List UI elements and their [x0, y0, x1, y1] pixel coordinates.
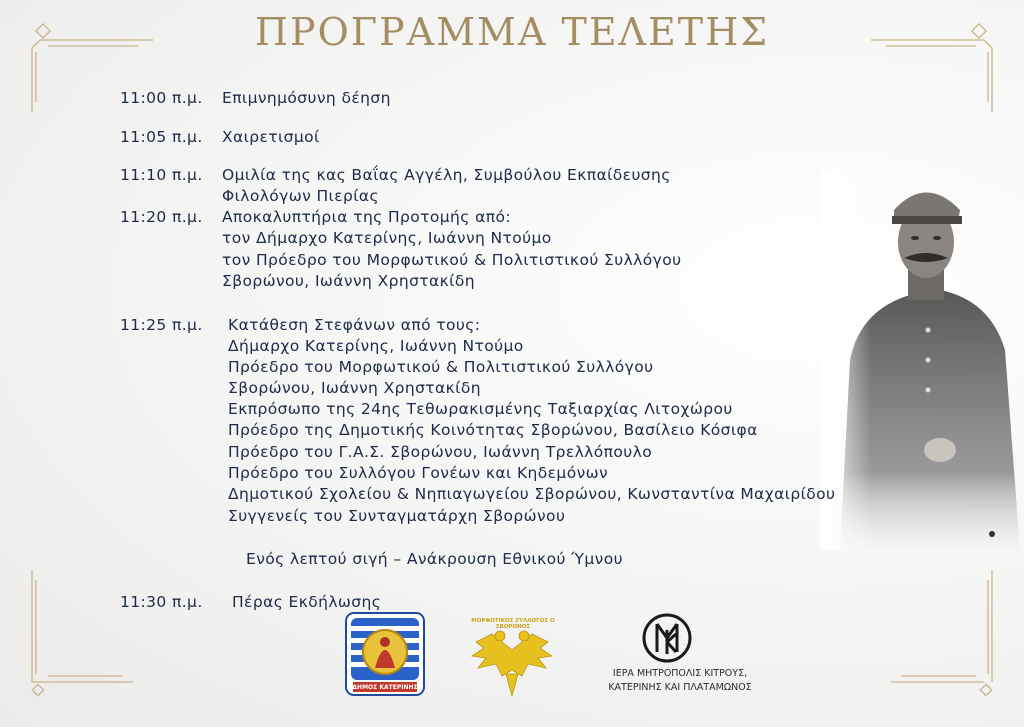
- schedule-item: Δήμαρχο Κατερίνης, Ιωάννη Ντούμο: [228, 337, 524, 355]
- schedule-time: 11:05 π.μ.: [120, 128, 203, 146]
- schedule-item: Φιλολόγων Πιερίας: [222, 187, 379, 205]
- schedule-item: Σβορώνου, Ιωάννη Χρηστακίδη: [228, 379, 481, 397]
- schedule-time: 11:30 π.μ.: [120, 593, 203, 611]
- schedule-time: 11:20 π.μ.: [120, 208, 203, 226]
- page-title: ΠΡΟΓΡΑΜΜΑ ΤΕΛΕΤΗΣ: [254, 10, 770, 54]
- metropolis-monogram-logo: [642, 612, 692, 664]
- schedule-item: Ομιλία της κας Βαΐας Αγγέλη, Συμβούλου Εκπαίδευσης: [222, 166, 671, 184]
- schedule-time: 11:10 π.μ.: [120, 166, 203, 184]
- schedule-item: Πρόεδρο του Συλλόγου Γονέων και Κηδεμόνων: [228, 464, 609, 482]
- schedule-item: Συγγενείς του Συνταγματάρχη Σβορώνου: [228, 507, 566, 525]
- schedule-item: Ενός λεπτού σιγή – Ανάκρουση Εθνικού Ύμνου: [246, 550, 623, 568]
- schedule-item: Πρόεδρο της Δημοτικής Κοινότητας Σβορώνου, Βασίλειο Κόσιφα: [228, 421, 758, 439]
- schedule-item: Αποκαλυπτήρια της Προτομής από:: [222, 208, 511, 226]
- dimos-katerinis-label: ΔΗΜΟΣ ΚΑΤΕΡΙΝΗΣ: [352, 684, 418, 691]
- schedule-item: Χαιρετισμοί: [222, 128, 320, 146]
- schedule-item: Δημοτικού Σχολείου & Νηπιαγωγείου Σβορώνου, Κωνσταντίνα Μαχαιρίδου: [228, 485, 836, 503]
- schedule-item: Πέρας Εκδήλωσης: [232, 593, 382, 611]
- schedule-item: Πρόεδρο του Γ.Α.Σ. Σβορώνου, Ιωάννη Τρελλόπουλο: [228, 443, 653, 461]
- schedule-item: τον Δήμαρχο Κατερίνης, Ιωάννη Ντούμο: [222, 229, 552, 247]
- schedule-item: Εκπρόσωπο της 24ης Τεθωρακισμένης Ταξιαρχίας Λιτοχώρου: [228, 400, 733, 418]
- schedule-item: τον Πρόεδρο του Μορφωτικού & Πολιτιστικού Συλλόγου: [222, 251, 682, 269]
- metropolis-line-1: ΙΕΡΑ ΜΗΤΡΟΠΟΛΙΣ ΚΙΤΡΟΥΣ,: [612, 668, 748, 679]
- schedule-time: 11:00 π.μ.: [120, 89, 203, 107]
- schedule-time: 11:25 π.μ.: [120, 316, 203, 334]
- metropolis-caption: [600, 667, 760, 695]
- syllogos-label: ΜΟΡΦΩΤΙΚΟΣ ΣΥΛΛΟΓΟΣ Ο ΣΒΟΡΩΝΟΣ: [471, 618, 555, 630]
- schedule-item: Σβορώνου, Ιωάννη Χρηστακίδη: [222, 272, 475, 290]
- schedule-item: Επιμνημόσυνη δέηση: [222, 89, 391, 107]
- schedule-item: Πρόεδρο του Μορφωτικού & Πολιτιστικού Συλλόγου: [228, 358, 654, 376]
- schedule-item: Κατάθεση Στεφάνων από τους:: [228, 316, 481, 334]
- metropolis-line-2: ΚΑΤΕΡΙΝΗΣ ΚΑΙ ΠΛΑΤΑΜΩΝΟΣ: [608, 682, 752, 693]
